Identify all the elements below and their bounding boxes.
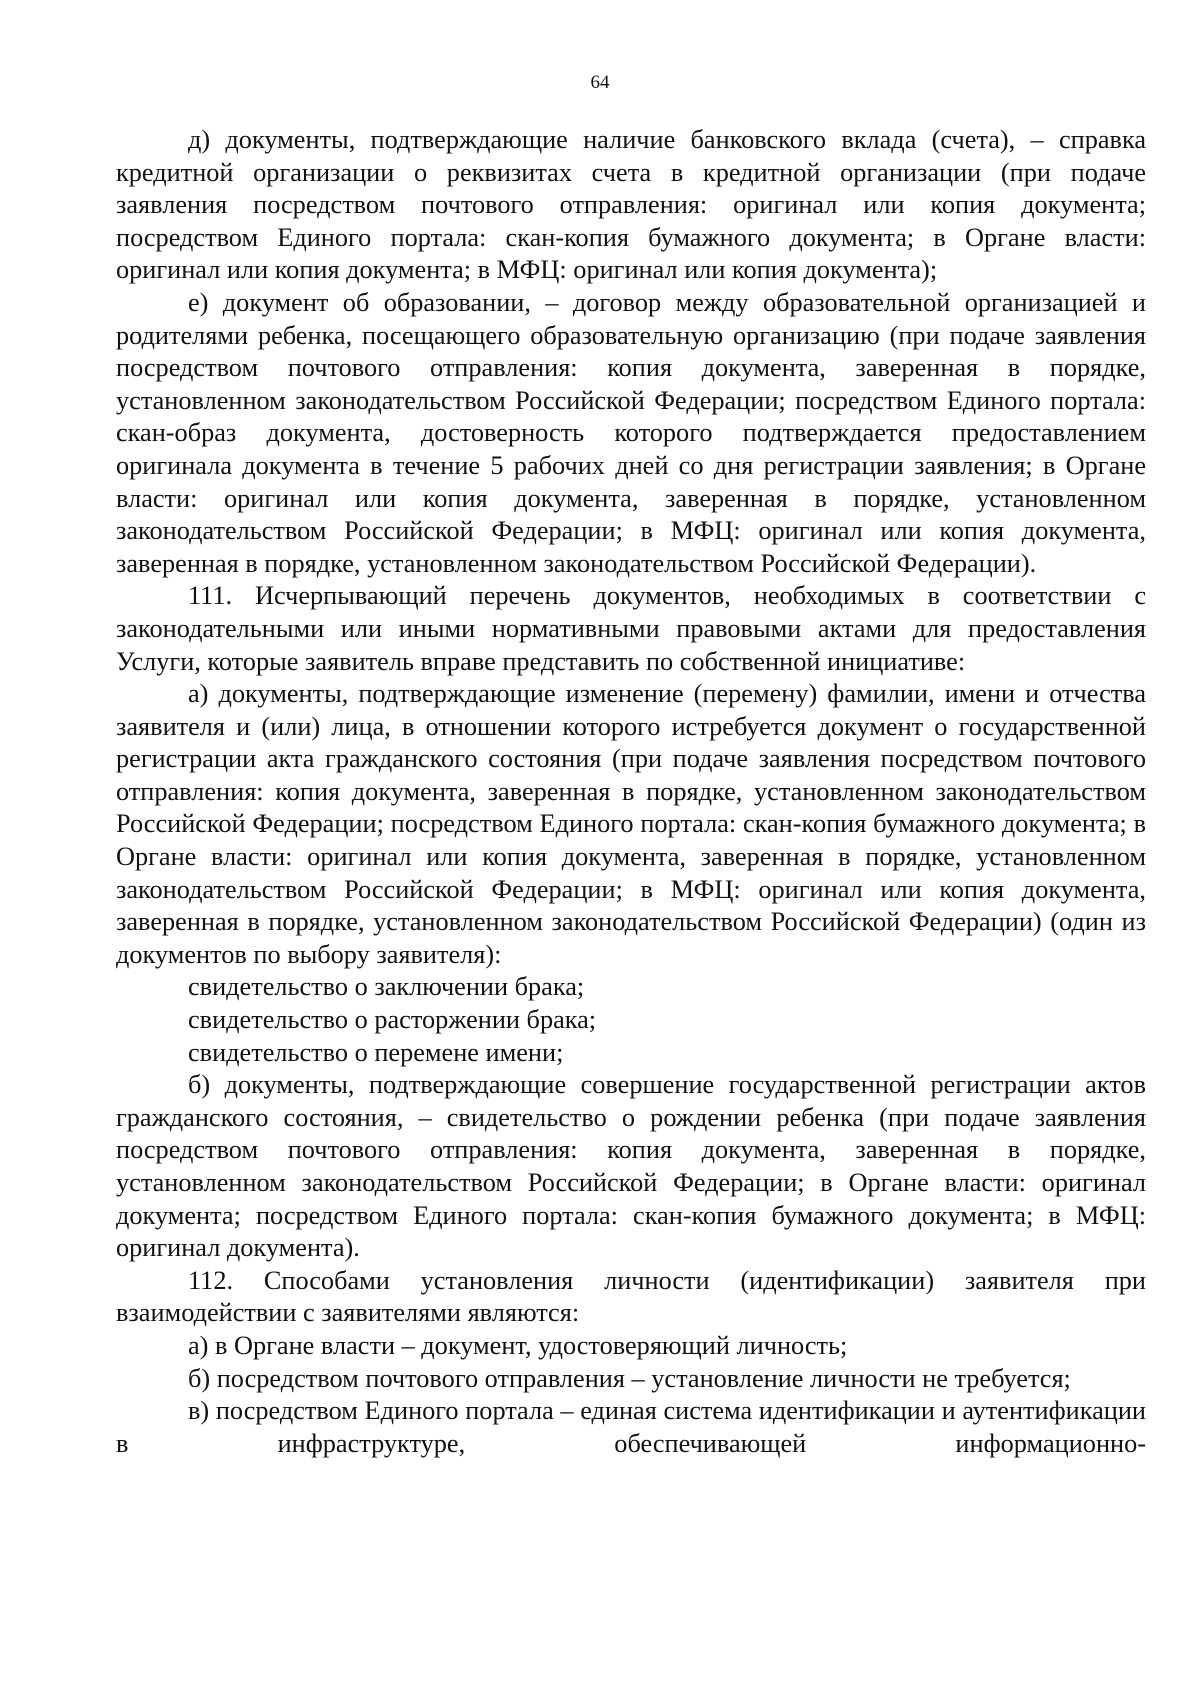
- paragraph-112-v: в) посредством Единого портала – единая система идентификации и аутентификации в инфраструктуре, обеспечивающей информационно-: [116, 1396, 1146, 1458]
- paragraph-d-bank-deposit: д) документы, подтверждающие наличие банковского вклада (счета), – справка кредитной организации о реквизитах счета в кредитной организации (при подаче заявления посредством почтового отправления: оригинал или копия документа; посредством Единого портала: скан-копия бумажного документа; в Органе власти: оригинал или копия документа; в МФЦ: оригинал или копия документа);: [116, 125, 1146, 285]
- paragraph-112-b: б) посредством почтового отправления – установление личности не требуется;: [188, 1363, 1071, 1393]
- paragraph-a-name-change: а) документы, подтверждающие изменение (перемену) фамилии, имени и отчества заявителя и (или) лица, в отношении которого истребуется документ о государственной регистрации акта гражданского состояния (при подаче заявления посредством почтового отправления: копия документа, заверенная в порядке, установленном законодательством Российской Федерации; посредством Единого портала: скан-копия бумажного документа; в Органе власти: оригинал или копия документа, заверенная в порядке, установленном законодательством Российской Федерации; в МФЦ: оригинал или копия документа, заверенная в порядке, установленном законодательством Российской Федерации) (один из документов по выбору заявителя):: [116, 679, 1146, 969]
- paragraph-111: 111. Исчерпывающий перечень документов, необходимых в соответствии с законодательными или иными нормативными правовыми актами для предоставления Услуги, которые заявитель вправе представить по собственной инициативе:: [116, 581, 1146, 676]
- list-item-name-change-certificate: свидетельство о перемене имени;: [188, 1037, 564, 1067]
- list-item-marriage-certificate: свидетельство о заключении брака;: [188, 972, 585, 1002]
- paragraph-112: 112. Способами установления личности (идентификации) заявителя при взаимодействии с заявителями являются:: [116, 1265, 1146, 1328]
- list-item-divorce-certificate: свидетельство о расторжении брака;: [188, 1005, 597, 1035]
- paragraph-b-civil-registration: б) документы, подтверждающие совершение государственной регистрации актов гражданского состояния, – свидетельство о рождении ребенка (при подаче заявления посредством почтового отправления: копия документа, заверенная в порядке, установленном законодательством Российской Федерации; в Органе власти: оригинал документа; посредством Единого портала: скан-копия бумажного документа; в МФЦ: оригинал документа).: [116, 1070, 1146, 1263]
- paragraph-112-a: а) в Органе власти – документ, удостоверяющий личность;: [188, 1330, 848, 1360]
- page-number: 64: [590, 72, 610, 93]
- paragraph-e-education: е) документ об образовании, – договор между образовательной организацией и родителями ребенка, посещающего образовательную организацию (при подаче заявления посредством почтового отправления: копия документа, заверенная в порядке, установленном законодательством Российской Федерации; посредством Единого портала: скан-образ документа, достоверность которого подтверждается предоставлением оригинала документа в течение 5 рабочих дней со дня регистрации заявления; в Органе власти: оригинал или копия документа, заверенная в порядке, установленном законодательством Российской Федерации; в МФЦ: оригинал или копия документа, заверенная в порядке, установленном законодательством Российской Федерации).: [116, 287, 1146, 578]
- document-body: [116, 124, 1146, 1460]
